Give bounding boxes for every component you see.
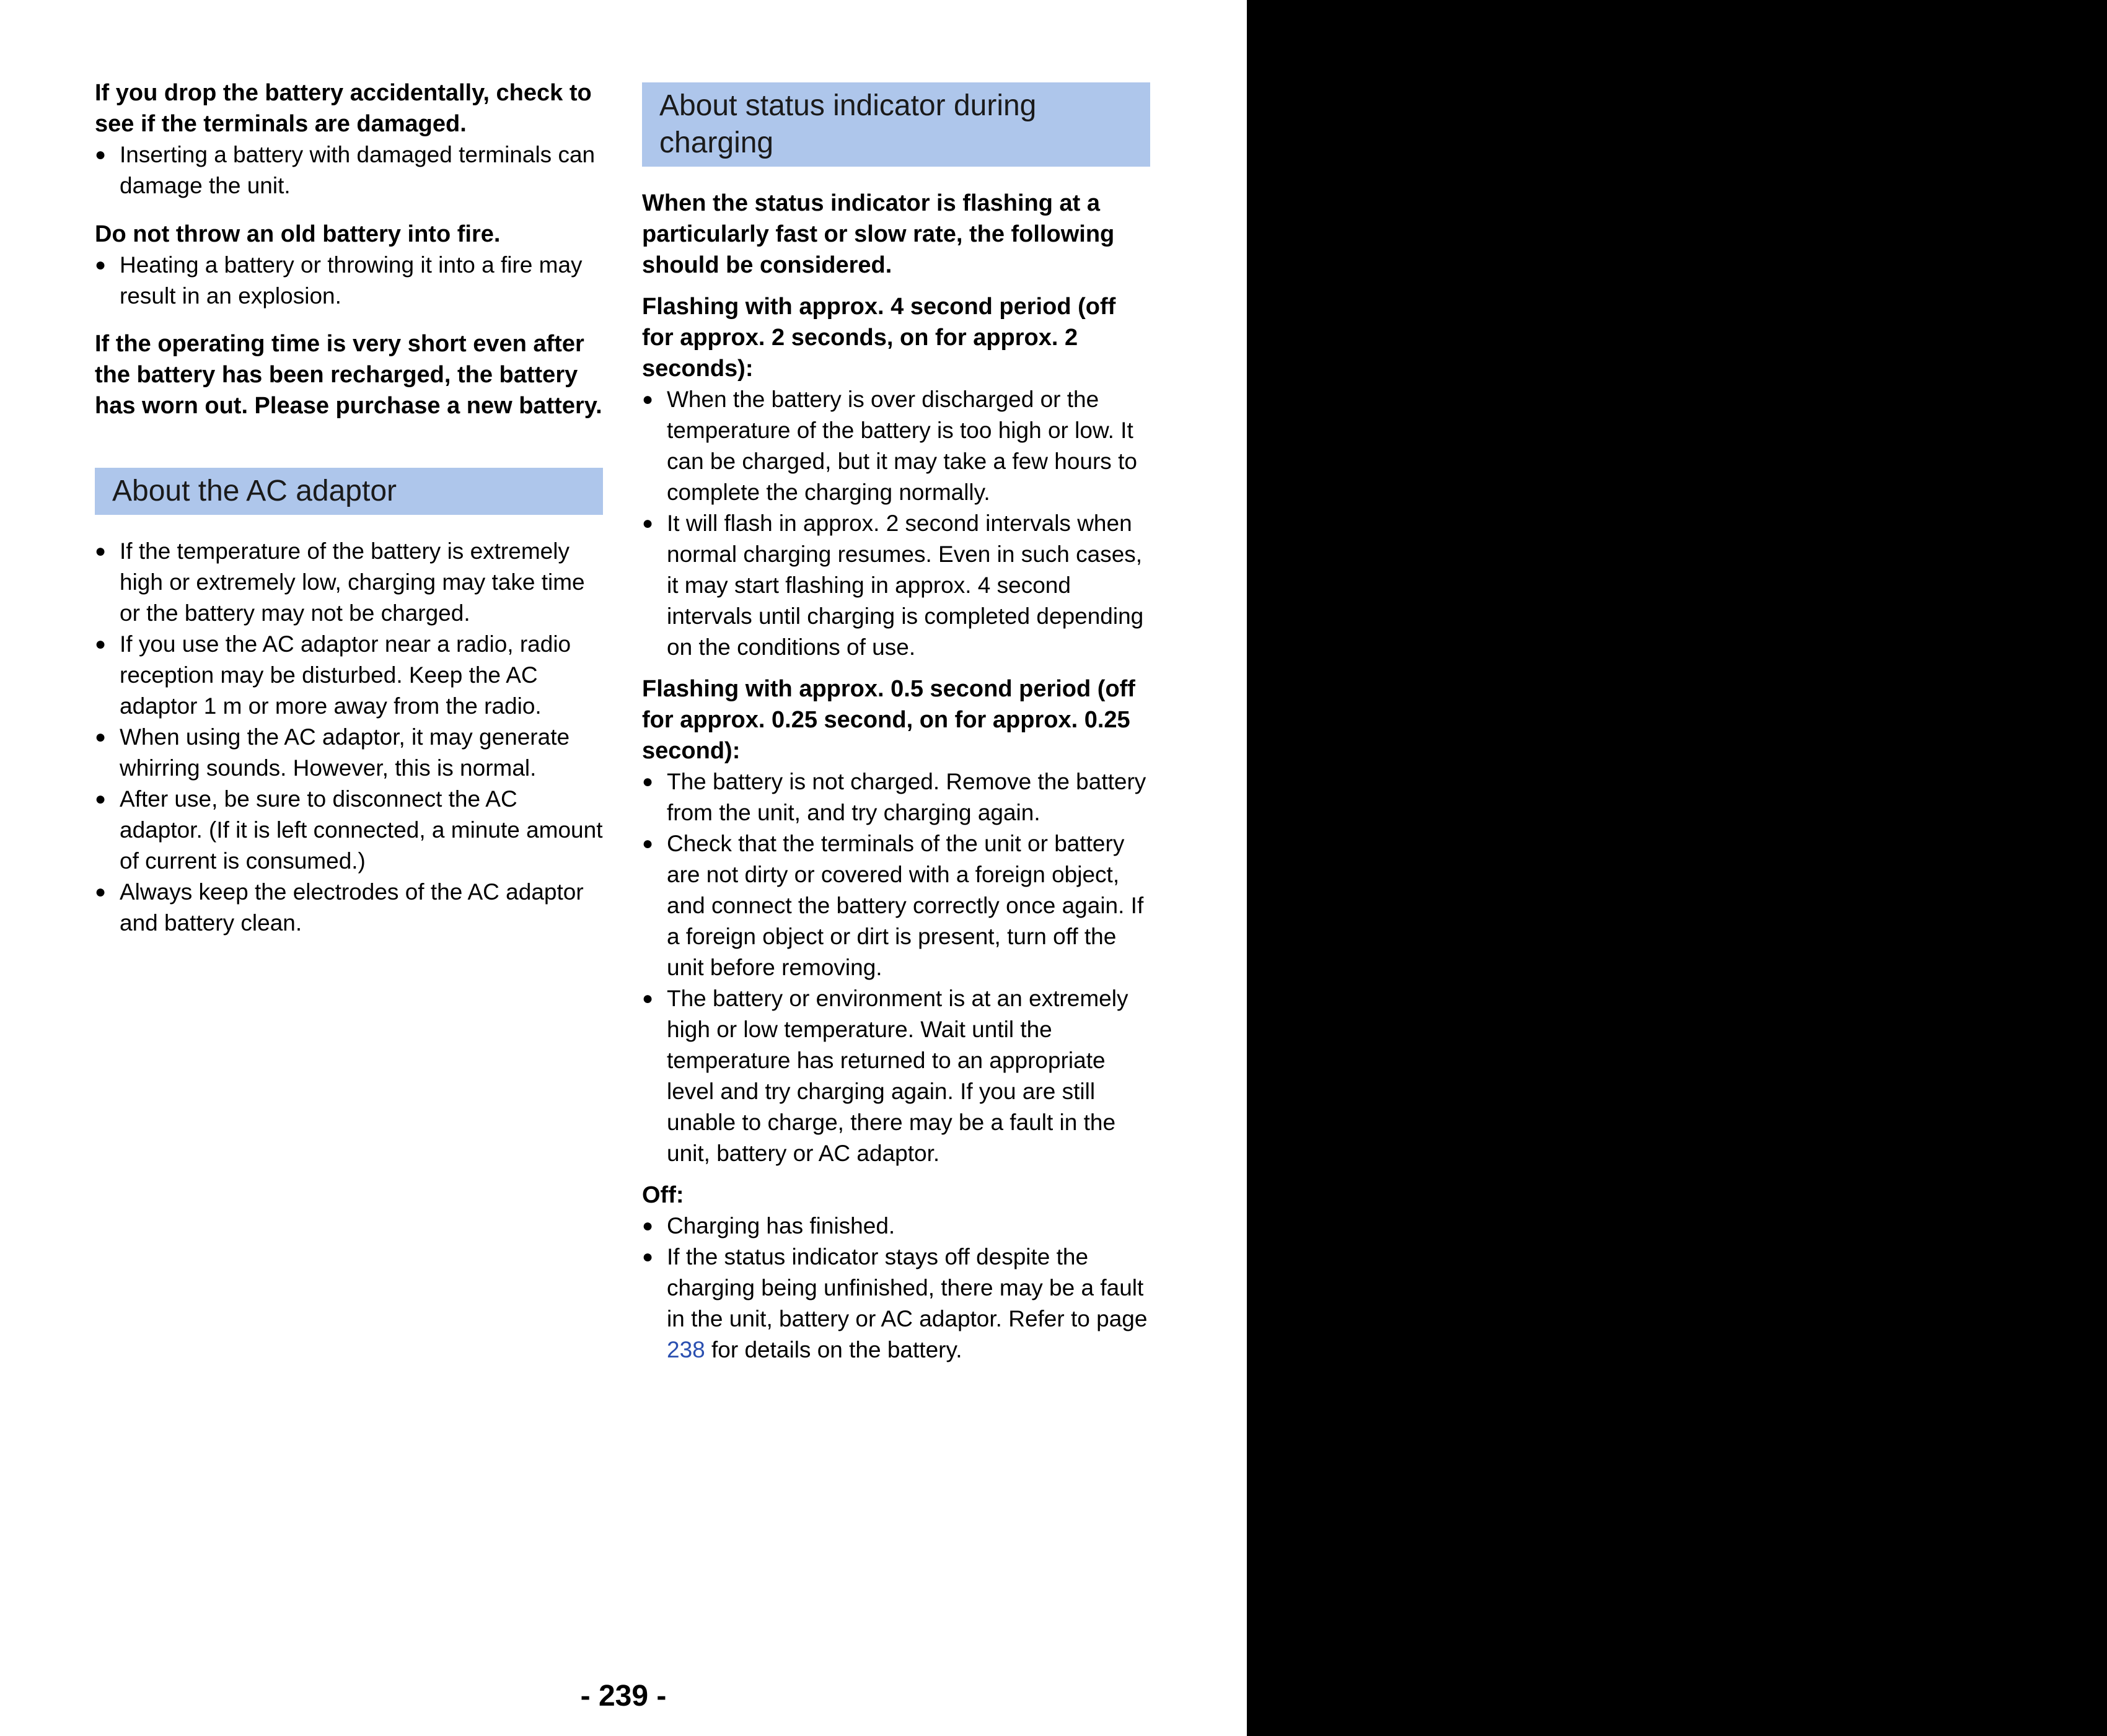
bullet-dot-icon: ● bbox=[95, 541, 107, 561]
status-intro: When the status indicator is flashing at a particularly fast or slow rate, the following should be considered. bbox=[642, 190, 1115, 278]
fast-bullet-3 bbox=[642, 983, 1150, 1169]
bullet-text: When using the AC adaptor, it may generate whirring sounds. However, this is normal. bbox=[120, 724, 570, 781]
fire-bullet bbox=[95, 250, 603, 312]
ac-bullet-3 bbox=[95, 722, 603, 784]
bullet-dot-icon: ● bbox=[95, 255, 107, 275]
bullet-text: If the temperature of the battery is extremely high or extremely low, charging may take time or the battery may not be charged. bbox=[120, 538, 585, 626]
bullet-dot-icon: ● bbox=[95, 144, 107, 165]
drop-heading: If you drop the battery accidentally, check to see if the terminals are damaged. bbox=[95, 80, 592, 137]
page-238-link[interactable]: 238 bbox=[667, 1337, 705, 1362]
slow-bullet-2 bbox=[642, 508, 1150, 663]
bullet-text: Check that the terminals of the unit or battery are not dirty or covered with a foreign object, and connect the battery correctly once again. If a foreign object or dirt is present, turn off the unit before removing. bbox=[667, 831, 1144, 980]
off-bullet-1 bbox=[642, 1211, 1150, 1242]
ac-adaptor-section-heading: About the AC adaptor bbox=[95, 468, 603, 515]
bullet-dot-icon: ● bbox=[95, 789, 107, 809]
bullet-text: The battery is not charged. Remove the battery from the unit, and try charging again. bbox=[667, 769, 1146, 825]
off-heading: Off: bbox=[642, 1182, 684, 1208]
bullet-dot-icon: ● bbox=[95, 882, 107, 902]
fast-bullet-1 bbox=[642, 766, 1150, 828]
bullet-dot-icon: ● bbox=[95, 727, 107, 747]
fast-bullet-2 bbox=[642, 828, 1150, 983]
bullet-text: Always keep the electrodes of the AC adaptor and battery clean. bbox=[120, 879, 584, 936]
bullet-dot-icon: ● bbox=[642, 771, 654, 792]
ac-bullet-2 bbox=[95, 629, 603, 722]
bullet-text-end: for details on the battery. bbox=[705, 1337, 962, 1362]
bullet-dot-icon: ● bbox=[642, 1247, 654, 1267]
ac-bullet-1 bbox=[95, 536, 603, 629]
bullet-text: Heating a battery or throwing it into a fire may result in an explosion. bbox=[120, 252, 583, 309]
bullet-text: If the status indicator stays off despite the charging being unfinished, there may be a fault in the unit, battery or AC adaptor. Refer to page bbox=[667, 1244, 1148, 1331]
bullet-dot-icon: ● bbox=[642, 1216, 654, 1236]
worn-out-heading: If the operating time is very short even after the battery has been recharged, the battery has worn out. Please purchase a new battery. bbox=[95, 331, 602, 419]
bullet-text: Charging has finished. bbox=[667, 1213, 895, 1238]
fire-heading: Do not throw an old battery into fire. bbox=[95, 221, 501, 247]
slow-flash-heading: Flashing with approx. 4 second period (off for approx. 2 seconds, on for approx. 2 seconds): bbox=[642, 294, 1116, 382]
bullet-dot-icon: ● bbox=[95, 634, 107, 654]
bullet-dot-icon: ● bbox=[642, 389, 654, 410]
drop-bullet bbox=[95, 139, 603, 201]
ac-bullet-5 bbox=[95, 877, 603, 939]
bullet-dot-icon: ● bbox=[642, 988, 654, 1009]
bullet-text: When the battery is over discharged or the temperature of the battery is too high or low. It can be charged, but it may take a few hours to complete the charging normally. bbox=[667, 387, 1137, 505]
bullet-text: It will flash in approx. 2 second intervals when normal charging resumes. Even in such cases, it may start flashing in approx. 4 second intervals until charging is completed depending on the conditions of use. bbox=[667, 511, 1144, 660]
fast-flash-heading: Flashing with approx. 0.5 second period (off for approx. 0.25 second, on for approx. 0.25 second): bbox=[642, 676, 1135, 764]
bullet-text: The battery or environment is at an extremely high or low temperature. Wait until the temperature has returned to an appropriate level and try charging again. If you are still unable to charge, there may be a fault in the unit, battery or AC adaptor. bbox=[667, 986, 1128, 1166]
page-number: - 239 - bbox=[580, 1680, 667, 1712]
ac-bullet-4 bbox=[95, 784, 603, 877]
slow-bullet-1 bbox=[642, 384, 1150, 508]
bullet-dot-icon: ● bbox=[642, 513, 654, 533]
status-indicator-section-heading: About status indicator during charging bbox=[642, 82, 1150, 167]
bullet-text: If you use the AC adaptor near a radio, radio reception may be disturbed. Keep the AC adaptor 1 m or more away from the radio. bbox=[120, 631, 571, 719]
bullet-text: Inserting a battery with damaged terminals can damage the unit. bbox=[120, 142, 596, 198]
bullet-dot-icon: ● bbox=[642, 833, 654, 854]
bullet-text: After use, be sure to disconnect the AC adaptor. (If it is left connected, a minute amount of current is consumed.) bbox=[120, 786, 603, 874]
off-bullet-2 bbox=[642, 1242, 1150, 1366]
